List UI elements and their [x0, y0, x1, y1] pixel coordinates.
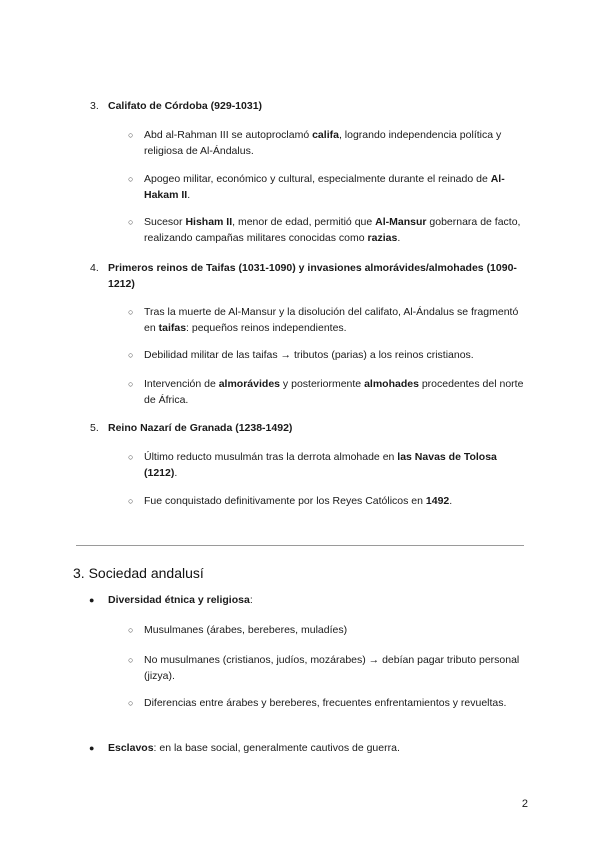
- hollow-bullet-icon: ○: [128, 307, 134, 317]
- hollow-bullet-icon: ○: [128, 698, 134, 708]
- list-item-title: Califato de Córdoba (929-1031): [108, 100, 263, 112]
- list-number: 4.: [90, 262, 99, 274]
- sub-list-item: ○ Sucesor Hisham II, menor de edad, permitió que Al-Mansur gobernara de facto, realizando campañas militares conocidas como razias.: [128, 216, 521, 244]
- bullet-item-diversidad: ● Diversidad étnica y religiosa:: [89, 594, 253, 606]
- bullet-item-esclavos: ● Esclavos: en la base social, generalmente cautivos de guerra.: [89, 742, 400, 754]
- sub-list-item: ○ No musulmanes (cristianos, judíos, mozárabes) → debían pagar tributo personal (jizya).: [128, 654, 520, 682]
- list-item-califato: [90, 98, 530, 114]
- section-heading: 3. Sociedad andalusí: [73, 565, 204, 581]
- hollow-bullet-icon: ○: [128, 655, 134, 665]
- hollow-bullet-icon: ○: [128, 217, 134, 227]
- filled-bullet-icon: ●: [89, 595, 95, 605]
- hollow-bullet-icon: ○: [128, 350, 134, 360]
- sub-list-item: ○ Intervención de almorávides y posteriormente almohades procedentes del norte de África.: [128, 378, 524, 406]
- hollow-bullet-icon: ○: [128, 130, 134, 140]
- sub-list-item: ○ Tras la muerte de Al-Mansur y la disolución del califato, Al-Ándalus se fragmentó en taifas: pequeños reinos independientes.: [128, 306, 519, 334]
- sub-list-item: ○ Fue conquistado definitivamente por los Reyes Católicos en 1492.: [128, 495, 453, 507]
- list-item-taifas: [90, 260, 530, 292]
- sub-list-item: ○ Musulmanes (árabes, bereberes, muladíes): [128, 624, 348, 636]
- sub-list-item: ○ Último reducto musulmán tras la derrota almohade en las Navas de Tolosa (1212).: [128, 451, 497, 479]
- sub-list-item: ○ Debilidad militar de las taifas → tributos (parias) a los reinos cristianos.: [128, 349, 474, 361]
- list-item-granada: [90, 420, 530, 436]
- sub-list-item: ○ Diferencias entre árabes y bereberes, frecuentes enfrentamientos y revueltas.: [128, 697, 507, 709]
- filled-bullet-icon: ●: [89, 743, 95, 753]
- list-number: 5.: [90, 422, 99, 434]
- list-item-title: Primeros reinos de Taifas (1031-1090) y invasiones almorávides/almohades (1090-1212): [108, 262, 517, 290]
- sub-list-item: ○ Apogeo militar, económico y cultural, especialmente durante el reinado de Al-Hakam II.: [128, 173, 505, 201]
- sub-list-item: ○ Abd al-Rahman III se autoproclamó califa, logrando independencia política y religiosa de Al-Ándalus.: [128, 129, 502, 157]
- page-number: 2: [521, 798, 528, 810]
- list-item-title: Reino Nazarí de Granada (1238-1492): [108, 422, 293, 434]
- hollow-bullet-icon: ○: [128, 452, 134, 462]
- hollow-bullet-icon: ○: [128, 379, 134, 389]
- horizontal-divider: [76, 545, 524, 546]
- hollow-bullet-icon: ○: [128, 625, 134, 635]
- hollow-bullet-icon: ○: [128, 174, 134, 184]
- hollow-bullet-icon: ○: [128, 496, 134, 506]
- list-number: 3.: [90, 100, 99, 112]
